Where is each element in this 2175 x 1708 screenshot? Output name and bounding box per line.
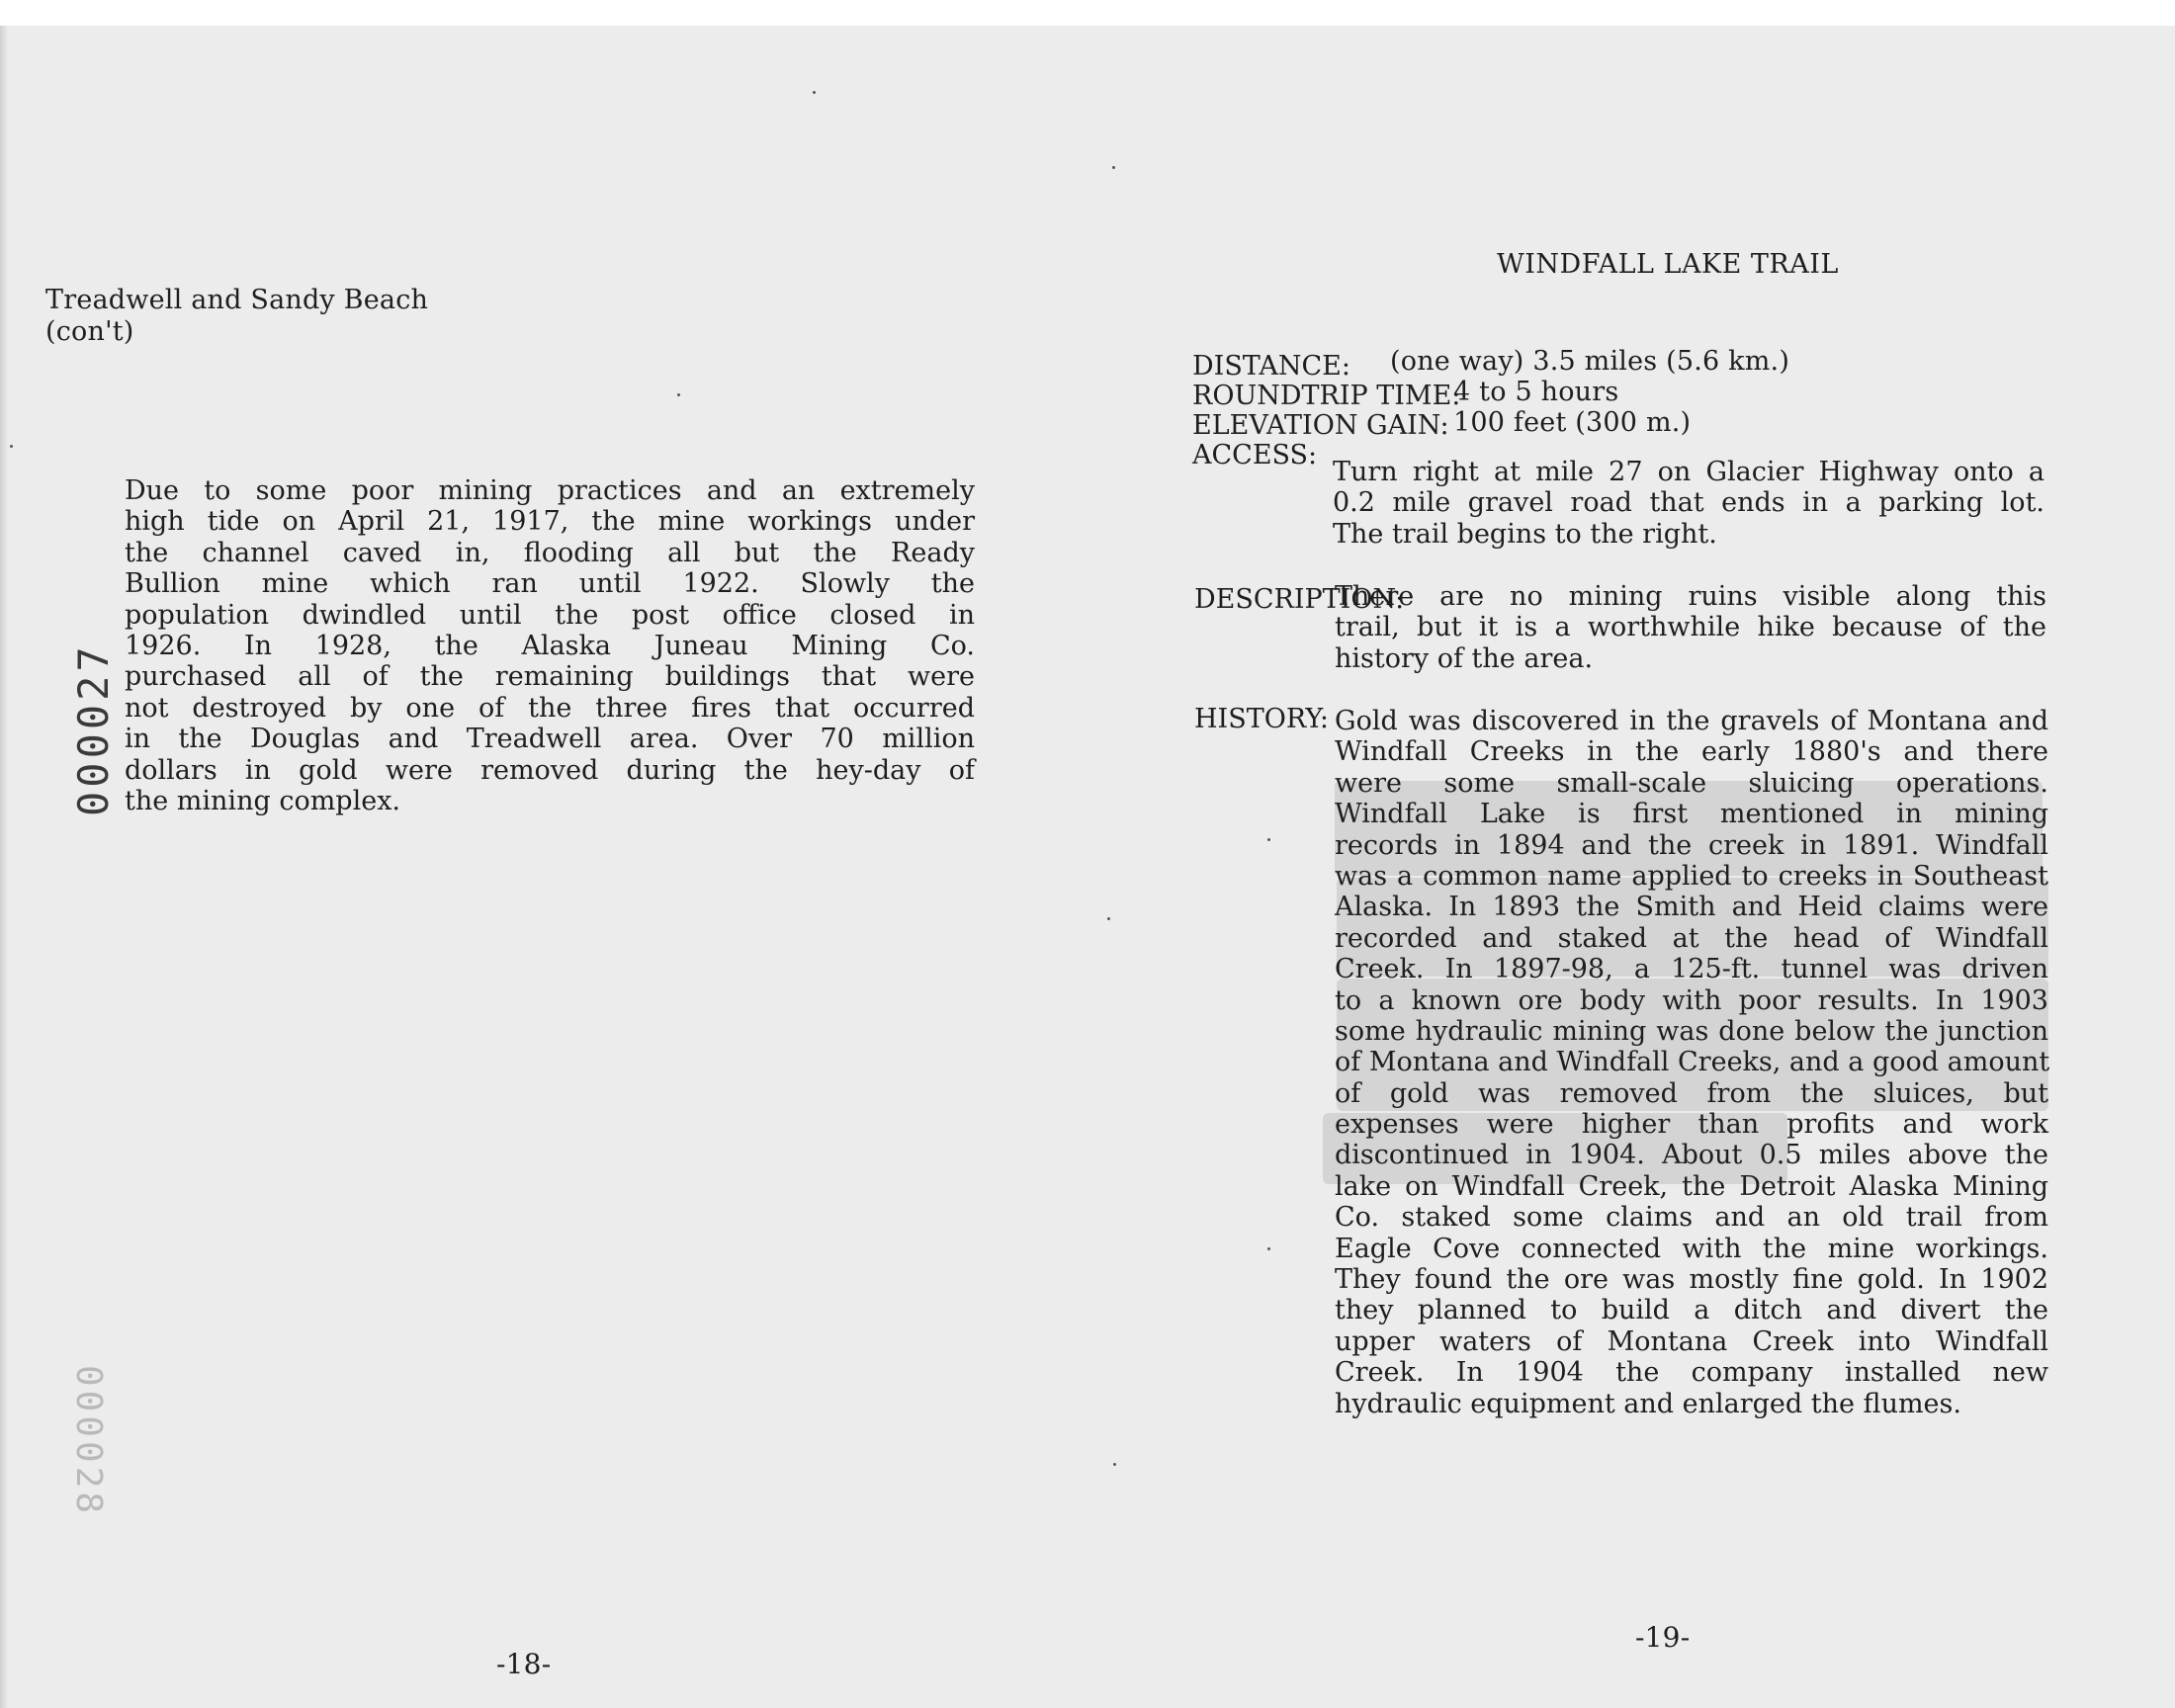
text-line: the channel caved in, flooding all but the Ready [125,537,975,568]
text-line: high tide on April 21, 1917, the mine workings under [125,506,975,538]
text-line: were some small-scale sluicing operations. [1335,767,2048,799]
text-line: purchased all of the remaining buildings that were [125,661,975,693]
roundtrip-value: 4 to 5 hours [1453,377,1619,407]
text-line: upper waters of Montana Creek into Windfall [1335,1325,2048,1357]
scan-speck [677,393,680,396]
text-line: some hydraulic mining was done below the junction [1335,1015,2048,1047]
roundtrip-label: ROUNDTRIP TIME: [1192,381,1461,411]
text-line: of Montana and Windfall Creeks, and a good amount [1335,1047,2050,1078]
scan-top-margin [0,0,2175,26]
text-line: Creek. In 1904 the company installed new [1335,1357,2048,1389]
section-subtitle: (con't) [45,316,134,347]
left-body-paragraph [125,475,975,816]
text-line: was a common name applied to creeks in Southeast [1335,860,2048,892]
scan-speck [1267,1247,1270,1250]
text-line: They found the ore was mostly fine gold. In 1902 [1335,1264,2048,1296]
bates-stamp-faint: 000028 [68,1365,109,1518]
text-line: Windfall Creeks in the early 1880's and there [1335,736,2048,768]
text-line: population dwindled until the post office closed in [125,599,975,631]
scan-speck [1112,166,1115,169]
section-title: Treadwell and Sandy Beach [45,285,429,315]
distance-value: (one way) 3.5 miles (5.6 km.) [1390,346,1790,377]
text-line: of gold was removed from the sluices, but [1335,1077,2048,1109]
text-line: lake on Windfall Creek, the Detroit Alaska Mining [1335,1170,2048,1202]
elevation-label: ELEVATION GAIN: [1192,410,1449,441]
text-line: recorded and staked at the head of Windfall [1335,922,2048,954]
page-number-left: -18- [496,1648,552,1680]
text-line: they planned to build a ditch and divert the [1335,1295,2048,1326]
right-page [1088,26,2175,1708]
text-line: Windfall Lake is first mentioned in mining [1335,799,2048,830]
text-line: Alaska. In 1893 the Smith and Heid claims were [1335,892,2048,923]
description-text [1335,581,2046,674]
scan-speck [10,445,13,448]
text-line: Turn right at mile 27 on Glacier Highway onto a [1333,457,2044,487]
left-page [8,26,1088,1708]
text-line: records in 1894 and the creek in 1891. Windfall [1335,829,2048,861]
elevation-value: 100 feet (300 m.) [1453,407,1692,438]
scan-speck [1107,917,1110,920]
text-line: trail, but it is a worthwhile hike because of the [1335,612,2046,643]
text-line: Gold was discovered in the gravels of Montana and [1335,706,2048,736]
text-line: Eagle Cove connected with the mine workings. [1335,1233,2048,1264]
text-line: Creek. In 1897-98, a 125-ft. tunnel was driven [1335,954,2048,985]
text-line: The trail begins to the right. [1333,518,1717,550]
scan-left-edge [0,26,8,1708]
bates-stamp-dark: 000027 [69,642,118,816]
text-line: the mining complex. [125,785,401,816]
access-label: ACCESS: [1192,440,1318,470]
scan-speck [813,91,816,94]
text-line: 0.2 mile gravel road that ends in a parking lot. [1333,487,2044,519]
history-text [1335,706,2048,1419]
text-line: hydraulic equipment and enlarged the flumes. [1335,1388,1961,1419]
text-line: discontinued in 1904. About 0.5 miles above the [1335,1140,2048,1171]
access-text [1333,457,2044,550]
distance-label: DISTANCE: [1192,351,1350,382]
text-line: not destroyed by one of the three fires that occurred [125,692,975,724]
scan-speck [1267,838,1270,841]
text-line: There are no mining ruins visible along this [1335,581,2046,612]
description-label: DESCRIPTION: [1194,584,1405,615]
history-label: HISTORY: [1194,704,1329,734]
text-line: history of the area. [1335,642,1594,674]
scan-speck [1113,1463,1116,1466]
trail-title: WINDFALL LAKE TRAIL [1497,249,1839,280]
text-line: in the Douglas and Treadwell area. Over 70 million [125,724,975,755]
text-line: to a known ore body with poor results. In 1903 [1335,984,2048,1016]
text-line: dollars in gold were removed during the hey-day of [125,754,975,786]
text-line: expenses were higher than profits and work [1335,1109,2048,1141]
page-number-right: -19- [1635,1621,1691,1654]
text-line: Bullion mine which ran until 1922. Slowly the [125,568,975,600]
text-line: Co. staked some claims and an old trail from [1335,1202,2048,1234]
text-line: 1926. In 1928, the Alaska Juneau Mining Co. [125,630,975,661]
text-line: Due to some poor mining practices and an extremely [125,475,975,506]
